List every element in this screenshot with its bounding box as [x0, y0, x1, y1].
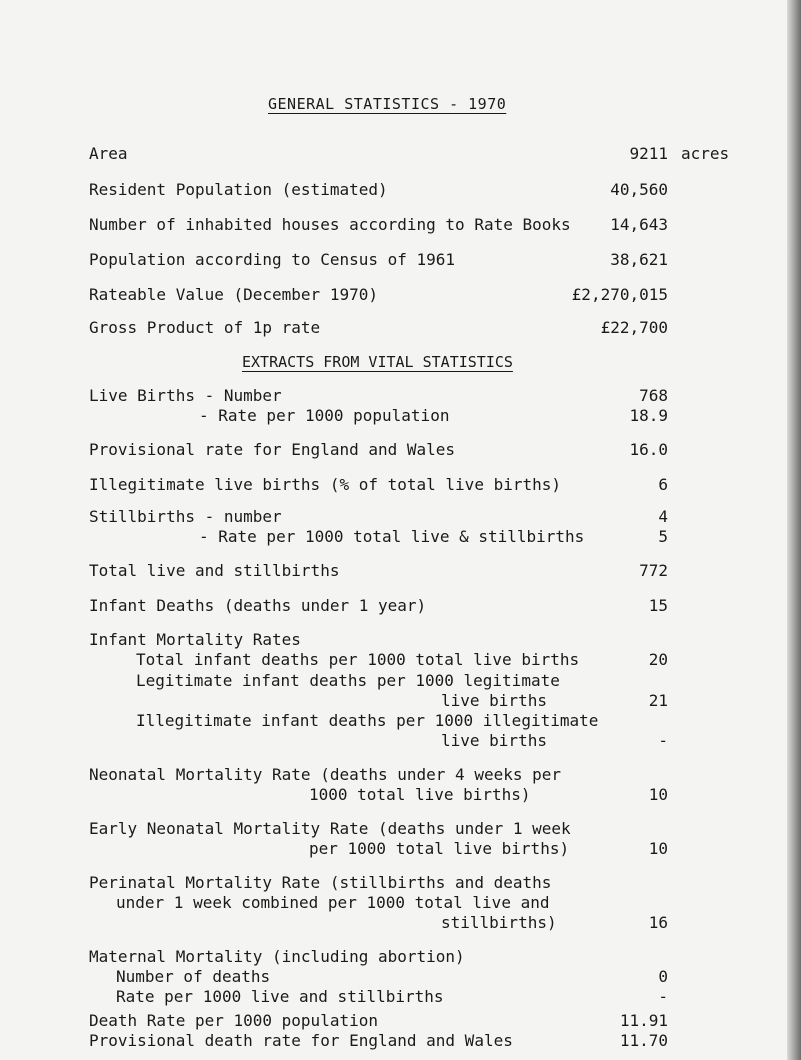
- stillbirth-rate-label: - Rate per 1000 total live & stillbirths: [199, 527, 585, 546]
- total-infant-deaths-label: Total infant deaths per 1000 total live births: [136, 650, 580, 669]
- area-value: 9211: [629, 144, 668, 163]
- live-births-label: Live Births - Number: [89, 386, 282, 405]
- early-neonatal-mortality-label: Early Neonatal Mortality Rate (deaths under 1 week: [89, 819, 571, 838]
- provisional-birth-rate-value: 16.0: [629, 440, 668, 459]
- illegitimate-infant-deaths-label: Illegitimate infant deaths per 1000 illegitimate: [136, 711, 599, 730]
- illegitimate-births-value: 6: [658, 475, 668, 494]
- page-edge-shadow: [787, 0, 801, 1060]
- area-unit: acres: [681, 144, 730, 163]
- maternal-rate-label: Rate per 1000 live and stillbirths: [116, 987, 444, 1006]
- legitimate-infant-deaths-value: 21: [648, 691, 668, 710]
- infant-mortality-heading: Infant Mortality Rates: [89, 630, 301, 649]
- inhabited-houses-value: 14,643: [610, 215, 668, 234]
- rateable-value-label: Rateable Value (December 1970): [89, 285, 378, 304]
- vital-statistics-heading: EXTRACTS FROM VITAL STATISTICS: [242, 353, 513, 371]
- total-births-label: Total live and stillbirths: [89, 561, 340, 580]
- death-rate-label: Death Rate per 1000 population: [89, 1011, 378, 1030]
- perinatal-mortality-label-cont1: under 1 week combined per 1000 total live and: [116, 893, 550, 912]
- resident-population-label: Resident Population (estimated): [89, 180, 388, 199]
- total-births-value: 772: [639, 561, 668, 580]
- perinatal-mortality-value: 16: [648, 913, 668, 932]
- maternal-rate-value: -: [658, 987, 668, 1006]
- infant-deaths-label: Infant Deaths (deaths under 1 year): [89, 596, 427, 615]
- provisional-death-rate-label: Provisional death rate for England and Wales: [89, 1031, 513, 1050]
- stillbirth-rate-value: 5: [658, 527, 668, 546]
- death-rate-value: 11.91: [619, 1011, 668, 1030]
- provisional-death-rate-value: 11.70: [619, 1031, 668, 1050]
- early-neonatal-mortality-value: 10: [648, 839, 668, 858]
- rateable-value-value: £2,270,015: [571, 285, 668, 304]
- perinatal-mortality-label-cont2: stillbirths): [441, 913, 557, 932]
- birth-rate-value: 18.9: [629, 406, 668, 425]
- perinatal-mortality-label: Perinatal Mortality Rate (stillbirths and deaths: [89, 873, 552, 892]
- total-infant-deaths-value: 20: [648, 650, 668, 669]
- maternal-mortality-heading: Maternal Mortality (including abortion): [89, 947, 465, 966]
- inhabited-houses-label: Number of inhabited houses according to Rate Books: [89, 215, 571, 234]
- maternal-deaths-label: Number of deaths: [116, 967, 271, 986]
- live-births-value: 768: [639, 386, 668, 405]
- early-neonatal-mortality-label-cont: per 1000 total live births): [309, 839, 570, 858]
- illegitimate-infant-deaths-label-cont: live births: [441, 731, 547, 750]
- gross-product-label: Gross Product of 1p rate: [89, 318, 321, 337]
- maternal-deaths-value: 0: [658, 967, 668, 986]
- neonatal-mortality-label: Neonatal Mortality Rate (deaths under 4 weeks per: [89, 765, 562, 784]
- neonatal-mortality-label-cont: 1000 total live births): [309, 785, 531, 804]
- stillbirths-value: 4: [658, 507, 668, 526]
- census-population-value: 38,621: [610, 250, 668, 269]
- legitimate-infant-deaths-label: Legitimate infant deaths per 1000 legitimate: [136, 671, 560, 690]
- infant-deaths-value: 15: [648, 596, 668, 615]
- provisional-birth-rate-label: Provisional rate for England and Wales: [89, 440, 456, 459]
- legitimate-infant-deaths-label-cont: live births: [441, 691, 547, 710]
- neonatal-mortality-value: 10: [648, 785, 668, 804]
- illegitimate-births-label: Illegitimate live births (% of total live births): [89, 475, 562, 494]
- resident-population-value: 40,560: [610, 180, 668, 199]
- area-label: Area: [89, 144, 128, 163]
- stillbirths-label: Stillbirths - number: [89, 507, 282, 526]
- census-population-label: Population according to Census of 1961: [89, 250, 456, 269]
- gross-product-value: £22,700: [600, 318, 668, 337]
- birth-rate-label: - Rate per 1000 population: [199, 406, 450, 425]
- page-title: GENERAL STATISTICS - 1970: [268, 95, 507, 113]
- illegitimate-infant-deaths-value: -: [658, 731, 668, 750]
